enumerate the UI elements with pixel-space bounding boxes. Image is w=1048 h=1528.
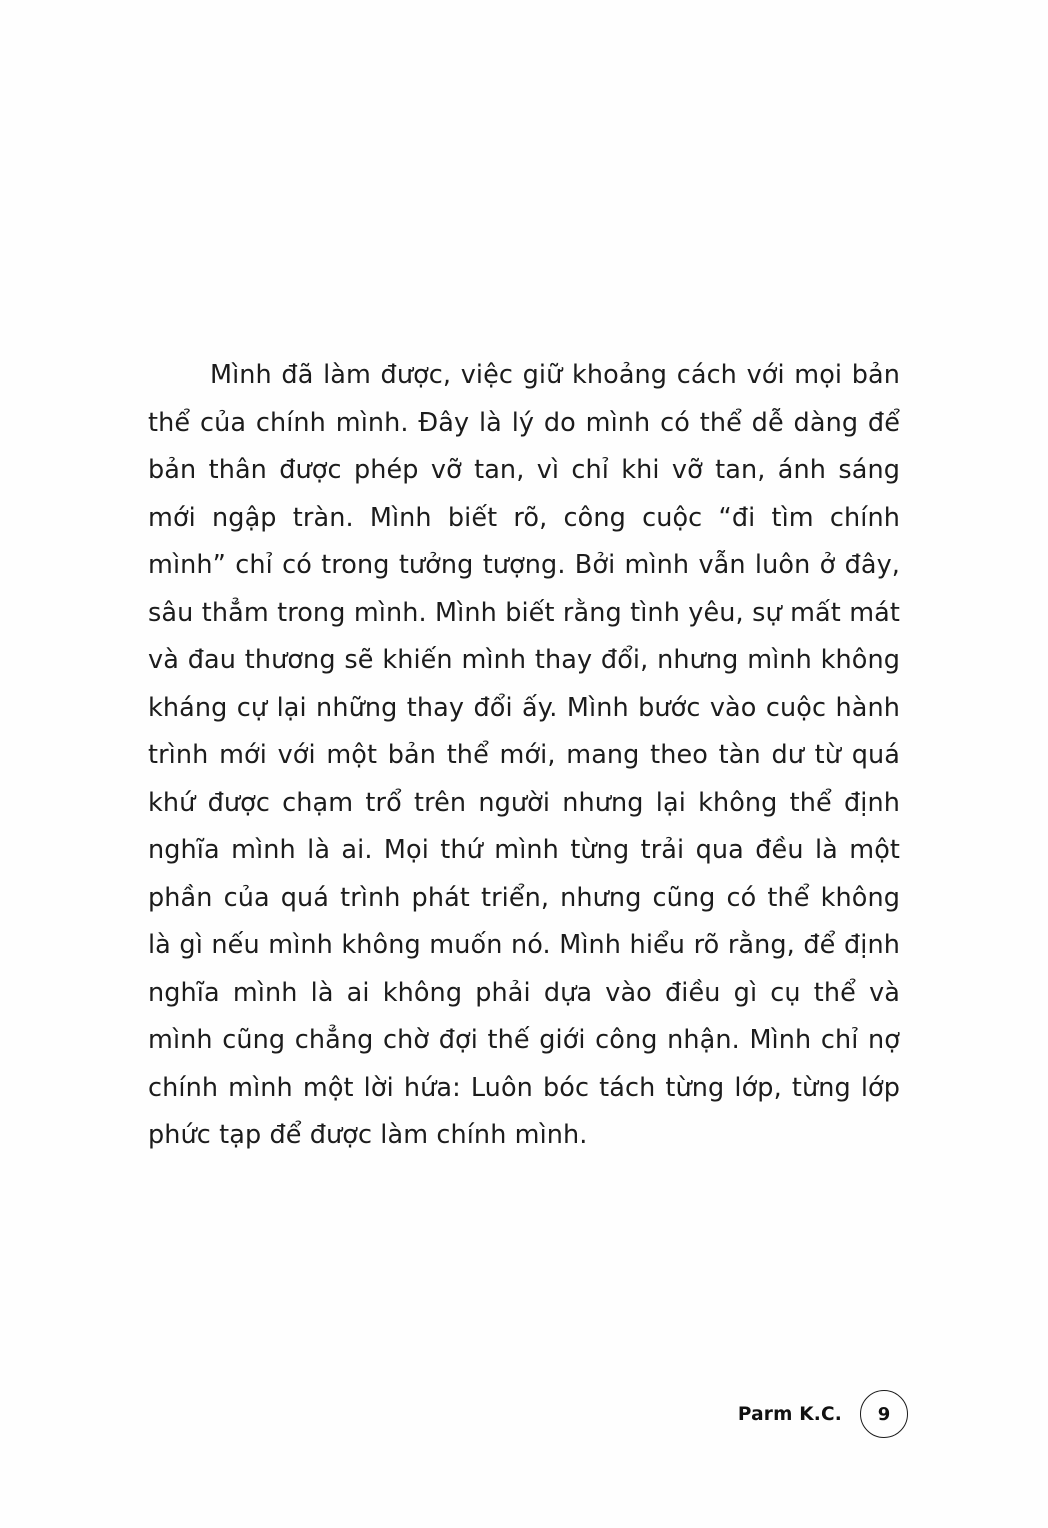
body-paragraph: Mình đã làm được, việc giữ khoảng cách với mọi bản thể của chính mình. Đây là lý do mình có thể dễ dàng để bản thân được phép vỡ tan, vì chỉ khi vỡ tan, ánh sáng mới ngập tràn. Mình biết rõ, công cuộc “đi tìm chính mình” chỉ có trong tưởng tượng. Bởi mình vẫn luôn ở đây, sâu thẳm trong mình. Mình biết rằng tình yêu, sự mất mát và đau thương sẽ khiến mình thay đổi, nhưng mình không kháng cự lại những thay đổi ấy. Mình bước vào cuộc hành trình mới với một bản thể mới, mang theo tàn dư từ quá khứ được chạm trổ trên người nhưng lại không thể định nghĩa mình là ai. Mọi thứ mình từng trải qua đều là một phần của quá trình phát triển, nhưng cũng có thể không là gì nếu mình không muốn nó. Mình hiểu rõ rằng, để định nghĩa mình là ai không phải dựa vào điều gì cụ thể và mình cũng chẳng chờ đợi thế giới công nhận. Mình chỉ nợ chính mình một lời hứa: Luôn bóc tách từng lớp, từng lớp phức tạp để được làm chính mình. xyxy=(148,360,900,1150)
page-footer xyxy=(148,1388,908,1440)
footer-author-name: Parm K.C. xyxy=(737,1403,842,1425)
page-number-badge: 9 xyxy=(860,1390,908,1438)
page-body xyxy=(148,352,900,1160)
